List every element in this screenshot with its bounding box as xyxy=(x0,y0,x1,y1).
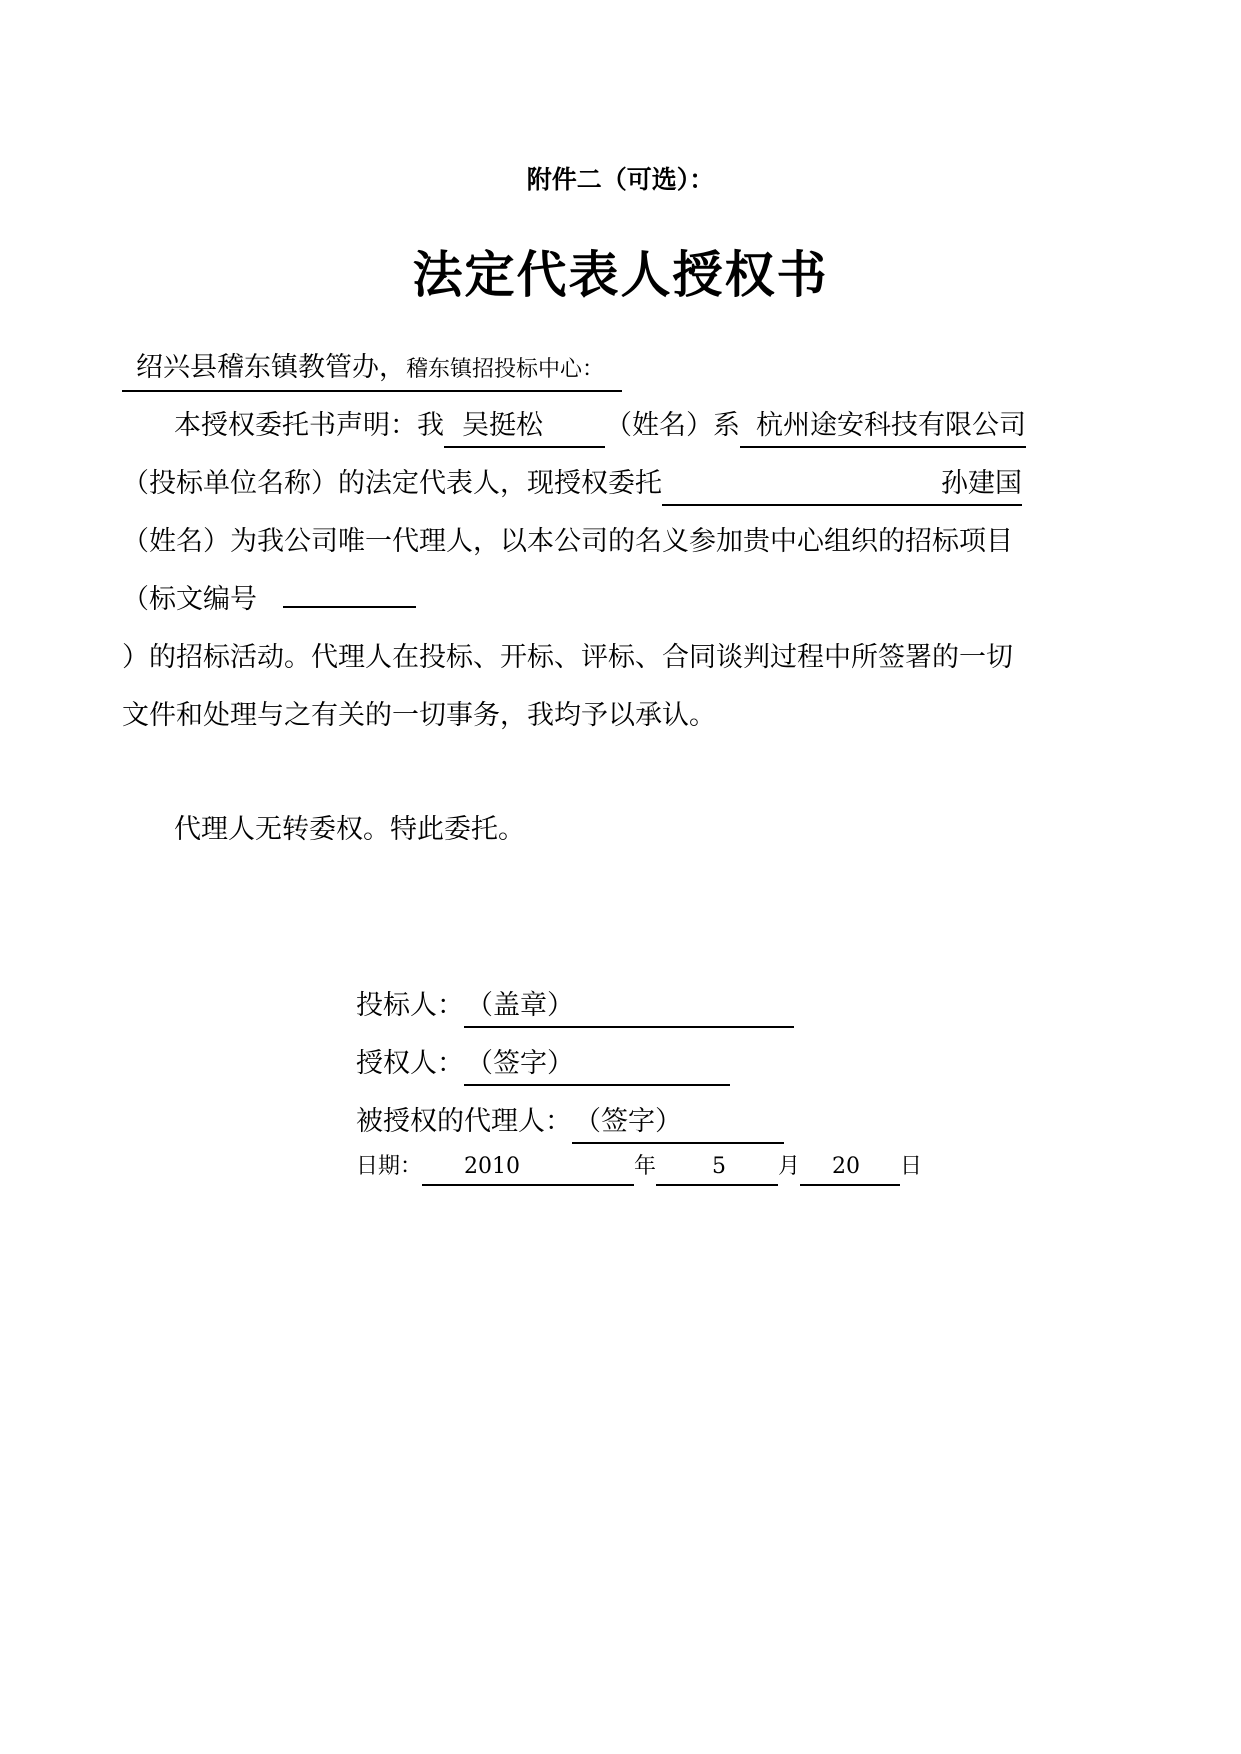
date-year: 2010 xyxy=(422,1150,634,1186)
date-day-unit: 日 xyxy=(900,1154,923,1179)
bidder-label: 投标人： xyxy=(356,990,464,1021)
attachment-label: 附件二（可选）： xyxy=(526,165,715,194)
addressee-underline xyxy=(122,348,622,392)
addressee-line xyxy=(122,348,622,392)
paragraph-line-3: （姓名）为我公司唯一代理人，以本公司的名义参加贵中心组织的招标项目 xyxy=(122,526,1013,557)
tender-number-blank xyxy=(283,580,416,608)
bidder-line xyxy=(356,986,794,1028)
date-month-unit: 月 xyxy=(778,1154,801,1179)
paragraph-line-4 xyxy=(122,580,416,620)
agent-signature-line xyxy=(356,1102,784,1144)
statement: 代理人无转委权。特此委托。 xyxy=(174,814,525,845)
authorizer-line xyxy=(356,1044,730,1086)
paragraph-line-2 xyxy=(122,464,1022,506)
agent-label: 被授权的代理人： xyxy=(356,1106,572,1137)
date-day: 20 xyxy=(800,1150,900,1186)
date-year-unit: 年 xyxy=(634,1154,657,1179)
line2-prefix: （投标单位名称）的法定代表人，现授权委托 xyxy=(122,468,662,499)
addressee-part1: 绍兴县稽东镇教管办， xyxy=(136,352,406,383)
paragraph-line-6: 文件和处理与之有关的一切事务，我均予以承认。 xyxy=(122,700,716,731)
company-name: 杭州途安科技有限公司 xyxy=(740,406,1026,448)
addressee-part2: 稽东镇招投标中心： xyxy=(406,357,605,382)
document-title: 法定代表人授权书 xyxy=(412,245,829,304)
line1-prefix: 本授权委托书声明：我 xyxy=(174,410,444,441)
paragraph-line-1 xyxy=(174,406,1026,448)
line4-prefix: （标文编号 xyxy=(122,584,257,615)
line1-middle: （姓名）系 xyxy=(605,410,740,441)
bidder-stamp-field: （盖章） xyxy=(464,986,794,1028)
agent-name: 孙建国 xyxy=(662,464,1022,506)
agent-signature-field: （签字） xyxy=(572,1102,784,1144)
date-month: 5 xyxy=(656,1150,778,1186)
date-label: 日期： xyxy=(356,1154,423,1179)
authorizer-label: 授权人： xyxy=(356,1048,464,1079)
representative-name: 吴挺松 xyxy=(444,406,605,448)
paragraph-line-5: ）的招标活动。代理人在投标、开标、评标、合同谈判过程中所签署的一切 xyxy=(122,642,1013,673)
date-line xyxy=(356,1150,922,1186)
authorizer-signature-field: （签字） xyxy=(464,1044,730,1086)
